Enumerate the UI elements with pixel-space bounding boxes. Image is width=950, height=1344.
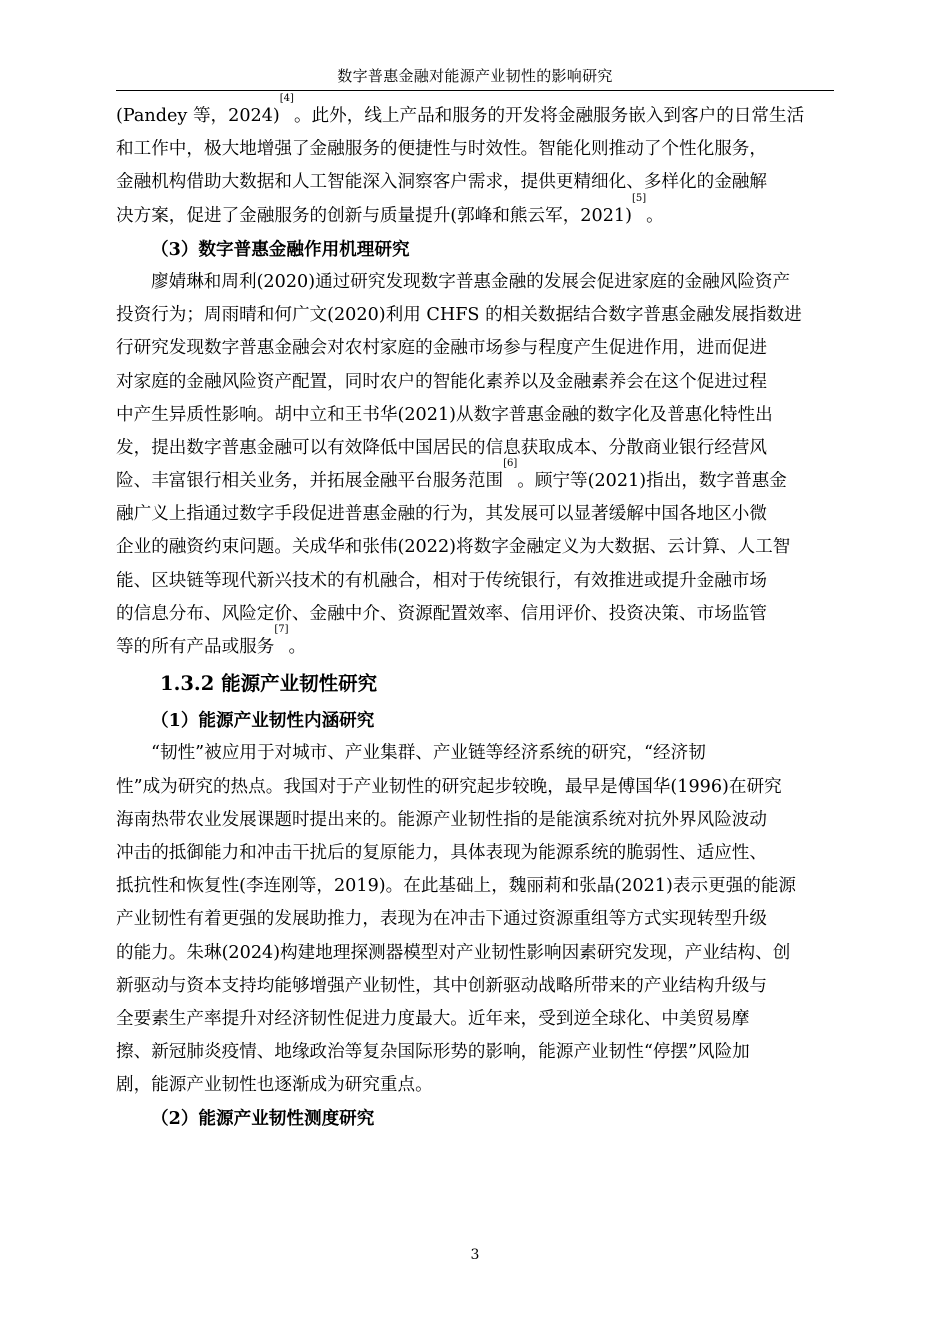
text-line: 的信息分布、风险定价、金融中介、资源配置效率、信用评价、投资决策、市场监管	[116, 603, 767, 624]
text-line: 发，提出数字普惠金融可以有效降低中国居民的信息获取成本、分散商业银行经营风	[116, 437, 767, 458]
text-line: 行研究发现数字普惠金融会对农村家庭的金融市场参与程度产生促进作用，进而促进	[116, 338, 767, 359]
text-line: 全要素生产率提升对经济韧性促进力度最大。近年来，受到逆全球化、中美贸易摩	[116, 1008, 750, 1029]
text-line	[116, 458, 834, 498]
text-line: 产业韧性有着更强的发展助推力，表现为在冲击下通过资源重组等方式实现转型升级	[116, 909, 767, 930]
text-line: 和工作中，极大地增强了金融服务的便捷性与时效性。智能化则推动了个性化服务，	[116, 139, 767, 160]
page-number: 3	[470, 1247, 480, 1263]
text-line: 企业的融资约束问题。关成华和张伟(2022)将数字金融定义为大数据、云计算、人工智	[116, 537, 791, 558]
text-line	[116, 93, 834, 133]
subsection-heading: （2）能源产业韧性测度研究	[151, 1108, 375, 1130]
subsection-heading: （1）能源产业韧性内涵研究	[151, 710, 375, 732]
subsection-heading: （3）数字普惠金融作用机理研究	[151, 238, 410, 260]
text-line: 对家庭的金融风险资产配置，同时农户的智能化素养以及金融素养会在这个促进过程	[116, 371, 767, 392]
text-line: 性”成为研究的热点。我国对于产业韧性的研究起步较晚，最早是傅国华(1996)在研究	[116, 776, 782, 797]
text-line: 海南热带农业发展课题时提出来的。能源产业韧性指的是能演系统对抗外界风险波动	[116, 809, 767, 830]
text-line: “韧性”被应用于对城市、产业集群、产业链等经济系统的研究，“经济韧	[151, 743, 706, 764]
text-line: 廖婧琳和周利(2020)通过研究发现数字普惠金融的发展会促进家庭的金融风险资产	[151, 271, 791, 292]
paragraph	[116, 266, 834, 664]
running-header	[116, 62, 834, 91]
text-line: 剧，能源产业韧性也逐渐成为研究重点。	[116, 1075, 433, 1096]
text-span: (Pandey 等，2024)	[116, 106, 280, 126]
text-span: 等的所有产品或服务	[116, 637, 275, 657]
paragraph	[116, 737, 834, 1102]
text-span: 险、丰富银行相关业务，并拓展金融平台服务范围	[116, 471, 504, 492]
citation-ref: [4]	[279, 93, 294, 104]
text-span: 。此外，线上产品和服务的开发将金融服务嵌入到客户的日常生活	[293, 106, 805, 126]
text-line: 擦、新冠肺炎疫情、地缘政治等复杂国际形势的影响，能源产业韧性“停摆”风险加	[116, 1042, 750, 1063]
text-line: 冲击的抵御能力和冲击干扰后的复原能力，具体表现为能源系统的脆弱性、适应性、	[116, 842, 767, 863]
section-heading: 1.3.2 能源产业韧性研究	[160, 672, 378, 696]
header-title: 数字普惠金融对能源产业韧性的影响研究	[337, 67, 613, 85]
text-line: 能、区块链等现代新兴技术的有机融合，相对于传统银行，有效推进或提升金融市场	[116, 570, 767, 591]
text-span: 。顾宁等(2021)指出，数字普惠金	[517, 471, 787, 492]
citation-ref: [5]	[631, 192, 647, 204]
text-line: 的能力。朱琳(2024)构建地理探测器模型对产业韧性影响因素研究发现，产业结构、创	[116, 942, 791, 963]
text-line: 金融机构借助大数据和人工智能深入洞察客户需求，提供更精细化、多样化的金融解	[116, 172, 767, 193]
text-line: 投资行为；周雨晴和何广文(2020)利用 CHFS 的相关数据结合数字普惠金融发展指数进	[116, 305, 802, 326]
text-line: 新驱动与资本支持均能够增强产业韧性，其中创新驱动战略所带来的产业结构升级与	[116, 975, 767, 996]
text-line: 融广义上指通过数字手段促进普惠金融的行为，其发展可以显著缓解中国各地区小微	[116, 504, 767, 525]
citation-ref: [6]	[503, 458, 518, 470]
paragraph	[116, 93, 834, 233]
text-line	[116, 624, 834, 664]
text-line: 中产生异质性影响。胡中立和王书华(2021)从数字普惠金融的数字化及普惠化特性出	[116, 404, 773, 425]
citation-ref: [7]	[274, 624, 289, 635]
text-line: 抵抗性和恢复性(李连刚等，2019)。在此基础上，魏丽莉和张晶(2021)表示更强的能源	[116, 876, 797, 897]
page-body	[116, 93, 834, 1136]
text-line	[116, 192, 834, 233]
text-span: 。	[646, 205, 664, 226]
text-span: 。	[288, 637, 307, 657]
text-span: 决方案，促进了金融服务的创新与质量提升(郭峰和熊云军，2021)	[116, 205, 632, 226]
